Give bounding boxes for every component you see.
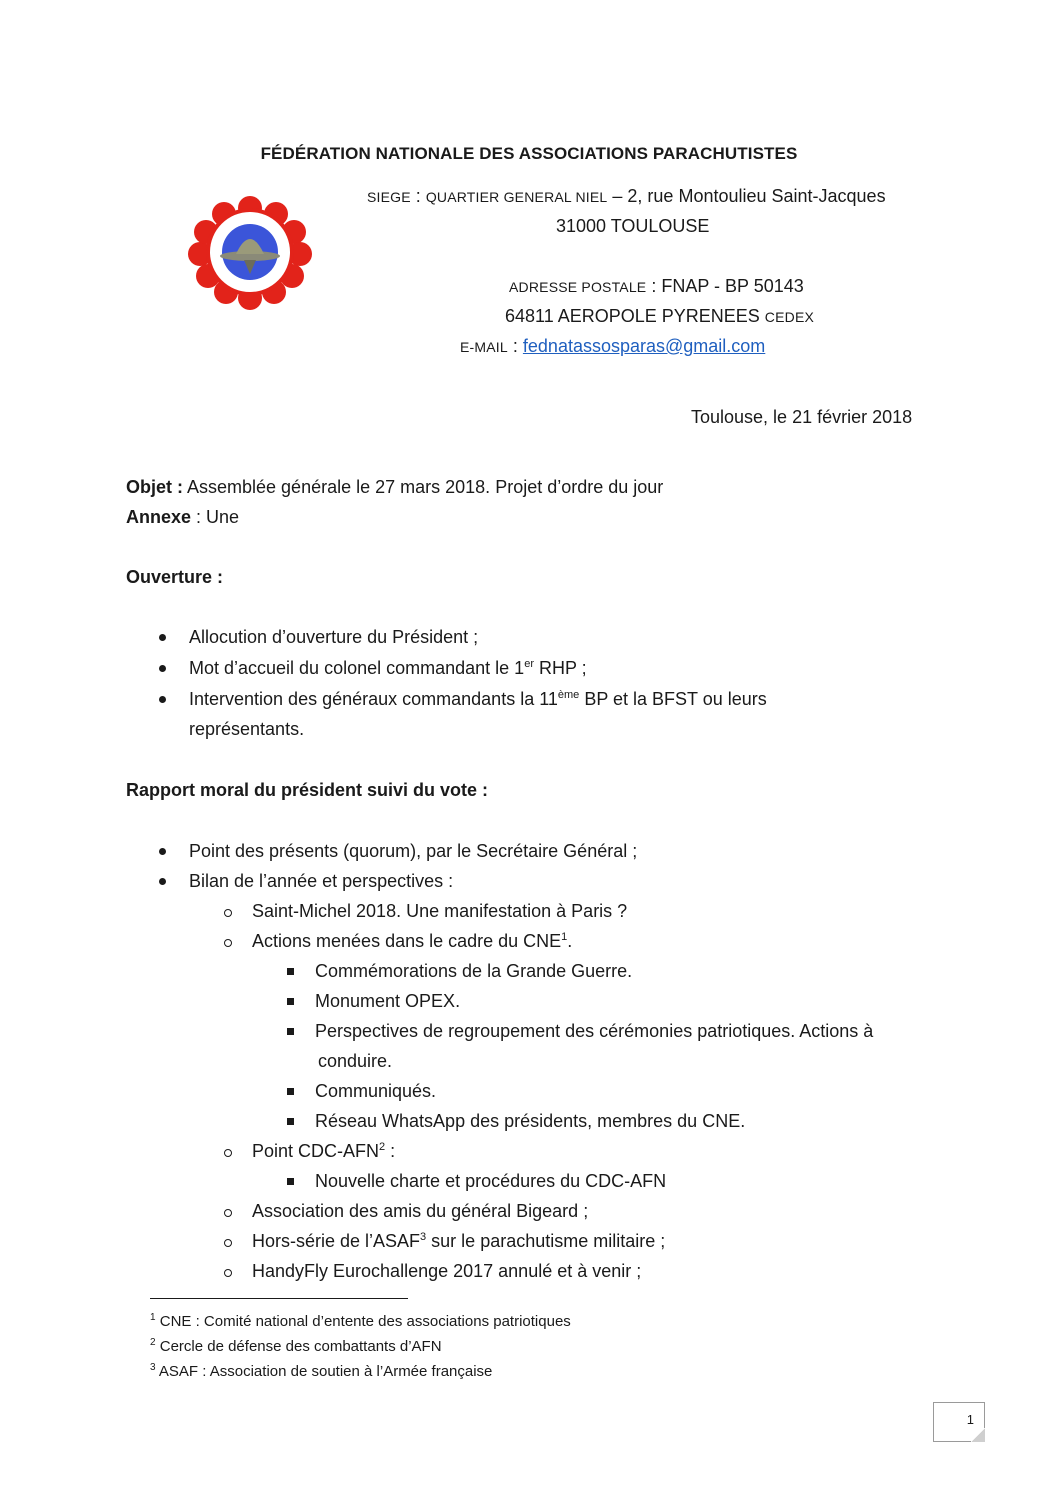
square-bullet-icon bbox=[287, 1028, 294, 1035]
list-item-continuation: représentants. bbox=[189, 719, 305, 739]
footnote: $^2$ Cercle de défense des combattants d’AFN bbox=[150, 1337, 442, 1355]
bullet-icon bbox=[159, 696, 166, 703]
circle-bullet-icon bbox=[224, 939, 232, 947]
circle-bullet-icon bbox=[224, 1149, 232, 1157]
sub-sub-item: Commémorations de la Grande Guerre. bbox=[315, 961, 633, 981]
postal-line: ADRESSE POSTALE : FNAP - BP 50143 bbox=[509, 276, 804, 296]
list-item: Allocution d’ouverture du Président ; bbox=[189, 627, 479, 647]
quartier-label: QUARTIER GENERAL bbox=[425, 189, 572, 205]
objet-line: Objet : Assemblée générale le 27 mars 2018. Projet d’ordre du jour bbox=[126, 477, 664, 497]
circle-bullet-icon bbox=[224, 1239, 232, 1247]
footnote: $^3$ ASAF : Association de soutien à l’Armée française bbox=[150, 1362, 493, 1380]
sub-item: Saint-Michel 2018. Une manifestation à Paris ? bbox=[252, 901, 628, 921]
postal-label: ADRESSE POSTALE bbox=[509, 279, 647, 295]
rapport-heading: Rapport moral du président suivi du vote : bbox=[126, 780, 489, 800]
sub-item: Point CDC-AFN$^2$ : bbox=[252, 1141, 396, 1161]
sub-item: Hors-série de l’ASAF$^3$ sur le parachutisme militaire ; bbox=[252, 1231, 666, 1251]
ouverture-heading: Ouverture : bbox=[126, 567, 224, 587]
square-bullet-icon bbox=[287, 998, 294, 1005]
email-line: E-MAIL : fednatassosparas@gmail.com bbox=[460, 336, 766, 356]
sub-item: HandyFly Eurochallenge 2017 annulé et à venir ; bbox=[252, 1261, 642, 1281]
circle-bullet-icon bbox=[224, 1269, 232, 1277]
circle-bullet-icon bbox=[224, 909, 232, 917]
page-number-box bbox=[933, 1402, 985, 1442]
siege-label: SIEGE bbox=[367, 189, 411, 205]
sub-sub-item: Nouvelle charte et procédures du CDC-AFN bbox=[315, 1171, 667, 1191]
email-label: E-MAIL bbox=[460, 339, 508, 355]
sub-item: Association des amis du général Bigeard ; bbox=[252, 1201, 589, 1221]
sub-sub-item: Réseau WhatsApp des présidents, membres du CNE. bbox=[315, 1111, 746, 1131]
bullet-icon bbox=[159, 848, 166, 855]
org-title: FÉDÉRATION NATIONALE DES ASSOCIATIONS PARACHUTISTES bbox=[260, 144, 798, 163]
square-bullet-icon bbox=[287, 968, 294, 975]
fnap-logo bbox=[188, 194, 312, 310]
circle-bullet-icon bbox=[224, 1209, 232, 1217]
square-bullet-icon bbox=[287, 1118, 294, 1125]
sub-sub-item: Monument OPEX. bbox=[315, 991, 461, 1011]
bullet-icon bbox=[159, 665, 166, 672]
page-curl-icon bbox=[971, 1428, 985, 1442]
square-bullet-icon bbox=[287, 1178, 294, 1185]
postal-line-2: 64811 AEROPOLE PYRENEES CEDEX bbox=[505, 306, 815, 326]
list-item: Intervention des généraux commandants la 11ème BP et la BFST ou leurs bbox=[189, 689, 767, 709]
list-item: Mot d’accueil du colonel commandant le 1er RHP ; bbox=[189, 658, 587, 678]
email-link[interactable]: fednatassosparas@gmail.com bbox=[522, 336, 766, 356]
page-number: 1 bbox=[966, 1412, 974, 1427]
sub-sub-item: Perspectives de regroupement des cérémonies patriotiques. Actions à bbox=[315, 1021, 874, 1041]
list-item: Bilan de l’année et perspectives : bbox=[189, 871, 454, 891]
bullet-icon bbox=[159, 634, 166, 641]
sub-sub-item-continuation: conduire. bbox=[318, 1051, 393, 1071]
city-line: 31000 TOULOUSE bbox=[556, 216, 710, 236]
footnote: $^1$ CNE : Comité national d’entente des associations patriotiques bbox=[150, 1312, 571, 1330]
bullet-icon bbox=[159, 878, 166, 885]
list-item: Point des présents (quorum), par le Secrétaire Général ; bbox=[189, 841, 638, 861]
siege-line: SIEGE : QUARTIER GENERAL NIEL – 2, rue Montoulieu Saint-Jacques bbox=[367, 186, 886, 206]
footnote-divider bbox=[150, 1298, 408, 1299]
fnap-emblem-icon bbox=[188, 194, 312, 310]
date-line: Toulouse, le 21 février 2018 bbox=[691, 407, 913, 427]
square-bullet-icon bbox=[287, 1088, 294, 1095]
annexe-line: Annexe : Une bbox=[126, 507, 240, 527]
sub-item: Actions menées dans le cadre du CNE$^1$. bbox=[252, 931, 573, 951]
sub-sub-item: Communiqués. bbox=[315, 1081, 437, 1101]
